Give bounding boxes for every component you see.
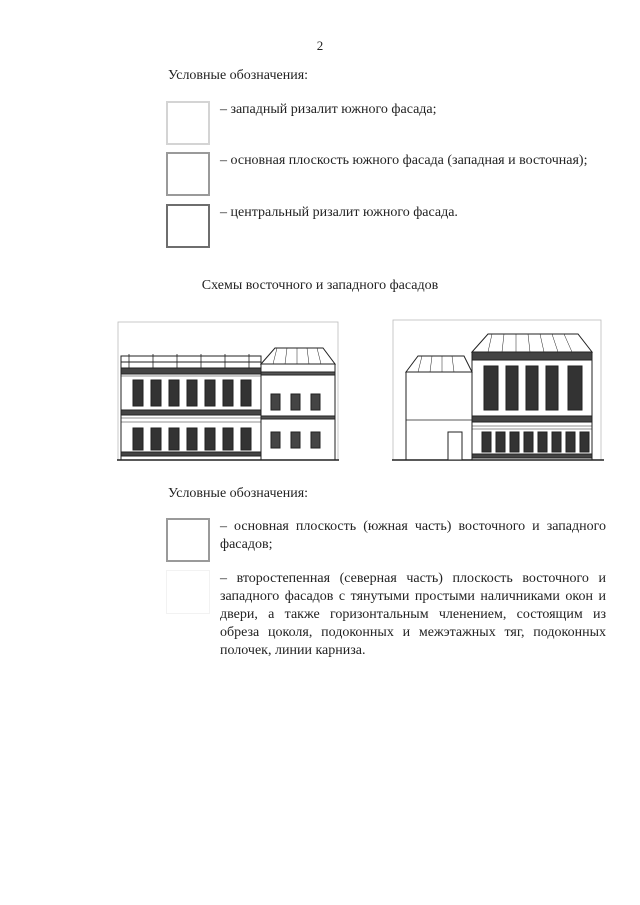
legend-text: – основная плоскость южного фасада (западная и восточная); [220, 153, 588, 168]
legend-text: – второстепенная (северная часть) плоскость восточного и западного фасадов с тянутыми простыми наличниками окон и двери, а также горизонтальным членением, состоящим из обреза цоколя, подоконных и межэтажных тяг, подоконных полочек, линии карниза. [220, 571, 606, 658]
page-number: 2 [316, 38, 324, 53]
legend-swatch-dark [166, 204, 210, 248]
legend-heading-east-west: Условные обозначения: [168, 486, 309, 501]
schemes-caption: Схемы восточного и западного фасадов [201, 278, 439, 293]
west-facade-drawing [392, 318, 604, 464]
legend-text: – западный ризалит южного фасада; [220, 102, 437, 117]
legend-heading-south: Условные обозначения: [168, 68, 309, 83]
legend-swatch-faint [166, 570, 210, 614]
legend-item-west-risalit [166, 101, 606, 147]
legend-item-secondary-plane [166, 570, 606, 660]
legend-text: – основная плоскость (южная часть) восточного и западного фасадов; [220, 519, 606, 552]
legend-item-main-plane [166, 152, 606, 198]
legend-swatch-light [166, 101, 210, 145]
legend-item-central-risalit [166, 204, 606, 250]
legend-item-main-plane-south-part [166, 518, 606, 564]
east-facade-drawing [117, 318, 339, 464]
legend-text: – центральный ризалит южного фасада. [220, 205, 458, 220]
legend-swatch-medium [166, 518, 210, 562]
legend-swatch-medium [166, 152, 210, 196]
